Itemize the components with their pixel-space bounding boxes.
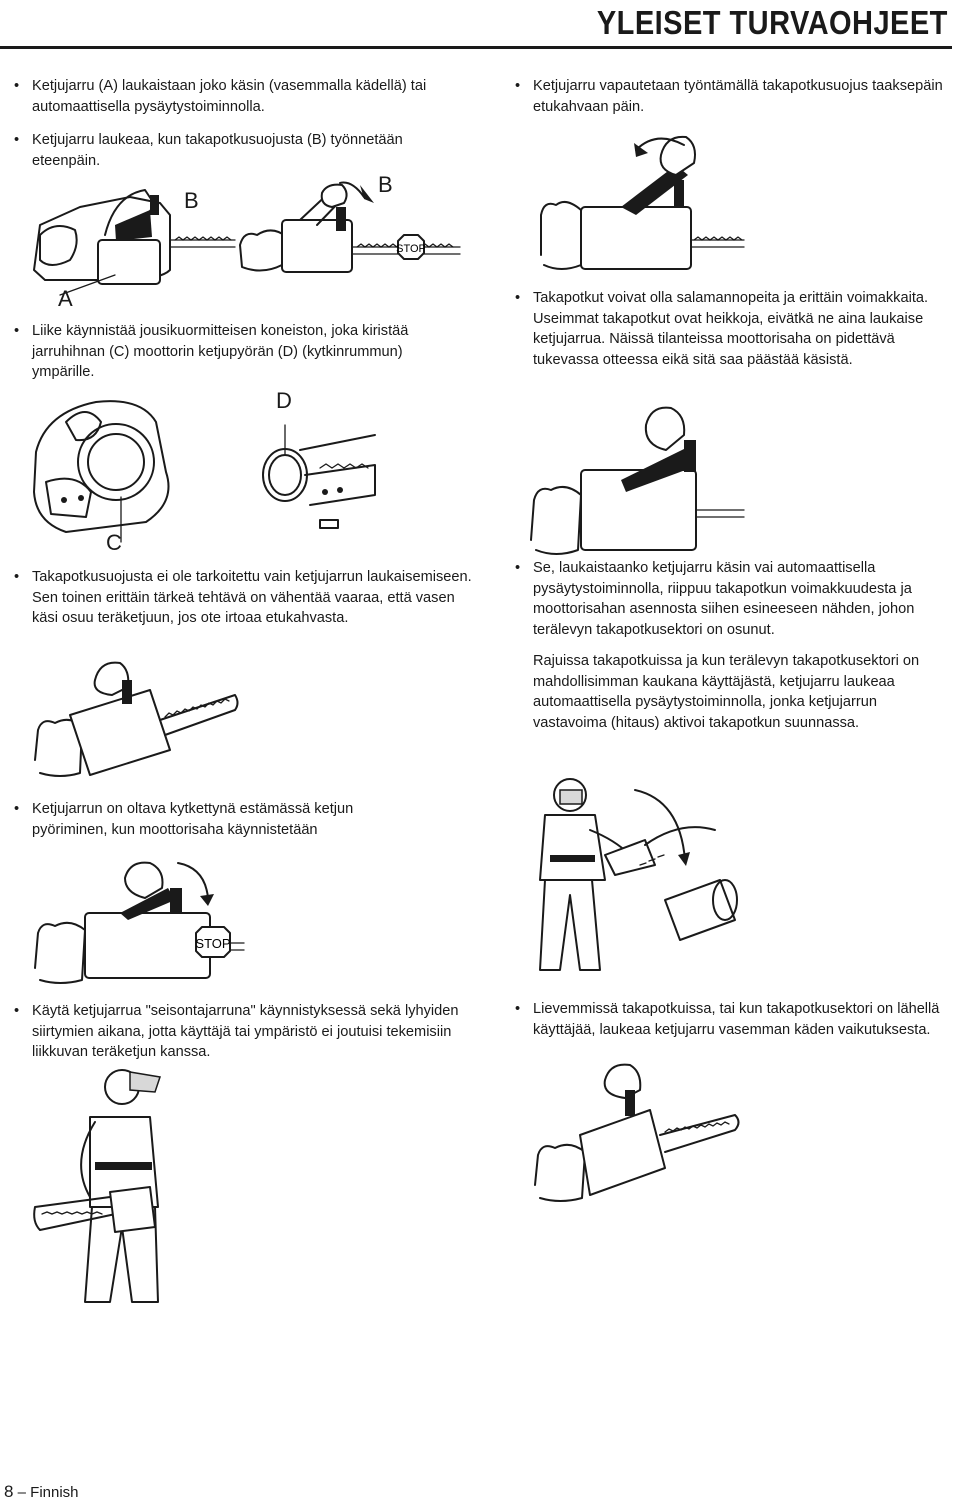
bullet-brake-on-start: • Ketjujarrun on oltava kytkettynä estämässä ketjun pyöriminen, kun moottorisaha käynnistetään <box>10 799 432 840</box>
bullet-kickback-force: • Takapotkut voivat olla salamannopeita ja erittäin voimakkaita. Useimmat takapotkut ovat heikkoja, eivätkä ne aina laukaise ketjujarrua. Näissä tilanteissa moottorisaha on pidettävä tukevassa otteessa eikä sitä saa päästää käsistä. <box>511 288 960 370</box>
brake-release-illustration <box>536 125 746 275</box>
operator-kickback-illustration <box>530 770 760 985</box>
page-footer <box>4 1482 79 1502</box>
stop-sign-1: STOP <box>396 243 426 255</box>
bullet-brake-release: • Ketjujarru vapautetaan työntämällä takapotkusuojus taaksepäin etukahvaan päin. <box>511 76 953 117</box>
brake-band-housing-illustration <box>26 392 186 542</box>
stop-sign-2: STOP <box>195 936 231 951</box>
bullet-mild-kickback: • Lievemmissä takapotkuissa, tai kun takapotkusektori on lähellä käyttäjää, laukeaa ketjujarru vasemman käden vaikutuksesta. <box>511 999 953 1040</box>
bullet-guard-purpose: • Takapotkusuojusta ei ole tarkoitettu vain ketjujarrun laukaisemiseen. Sen toinen erittäin tärkeä tehtävä on vähentää vaaraa, että vasen käsi osuu teräketjuun, jos ote irtoaa etukahvasta. <box>10 567 472 629</box>
label-b-1: B <box>184 188 199 213</box>
mild-kickback-illustration <box>530 1060 745 1205</box>
guard-push-stop-illustration <box>232 175 462 285</box>
page-number: 8 <box>4 1482 14 1501</box>
brake-on-start-stop-illustration <box>30 858 245 988</box>
guard-purpose-illustration <box>30 655 240 780</box>
page-title: YLEISET TURVAOHJEET <box>0 0 952 49</box>
brake-housing-illustration <box>20 175 240 295</box>
footer-dash: – <box>17 1484 26 1501</box>
bullet-spring-mechanism: • Liike käynnistää jousikuormitteisen koneiston, joka kiristää jarruhihnan (C) moottorin ketjupyörän (D) (kytkinrummun) ympärille. <box>10 321 432 383</box>
label-b-2: B <box>378 172 393 197</box>
label-a: A <box>58 286 73 311</box>
kickback-grip-illustration <box>526 400 746 560</box>
paragraph-severe-kickback: Rajuissa takapotkuissa ja kun terälevyn takapotkusektori on mahdollisimman kaukana käyttäjästä, ketjujarru laukeaa automaattisella pysäytystoiminnolla, jonka ketjujarrun vastavoima (hitaus) aktivoi takapotkun suunnassa. <box>533 653 920 731</box>
label-d: D <box>276 388 292 413</box>
parking-brake-operator-illustration <box>30 1062 210 1307</box>
bullet-brake-activation: • Ketjujarru (A) laukaistaan joko käsin (vasemmalla kädellä) tai automaattisella pysäytystoiminnolla. <box>10 76 472 117</box>
footer-language: Finnish <box>30 1484 79 1501</box>
label-c: C <box>106 530 122 555</box>
bullet-brake-trigger-mode: • Se, laukaistaanko ketjujarru käsin vai automaattisella pysäytystoiminnolla, riippuu takapotkun voimakkuudesta ja moottorisahan asennosta siihen esineeseen nähden, johon terälevyn takapotkusektori on osunut. <box>511 558 960 640</box>
bullet-parking-brake: • Käytä ketjujarrua "seisontajarruna" käynnistyksessä sekä lyhyiden siirtymien aikana, jotta käyttäjä tai ympäristö ei joutuisi tekemisiin liikkuvan teräketjun kanssa. <box>10 1001 472 1063</box>
clutch-drum-illustration <box>250 420 380 535</box>
bullet-kickback-guard-push: • Ketjujarru laukeaa, kun takapotkusuojusta (B) työnnetään eteenpäin. <box>10 130 472 171</box>
